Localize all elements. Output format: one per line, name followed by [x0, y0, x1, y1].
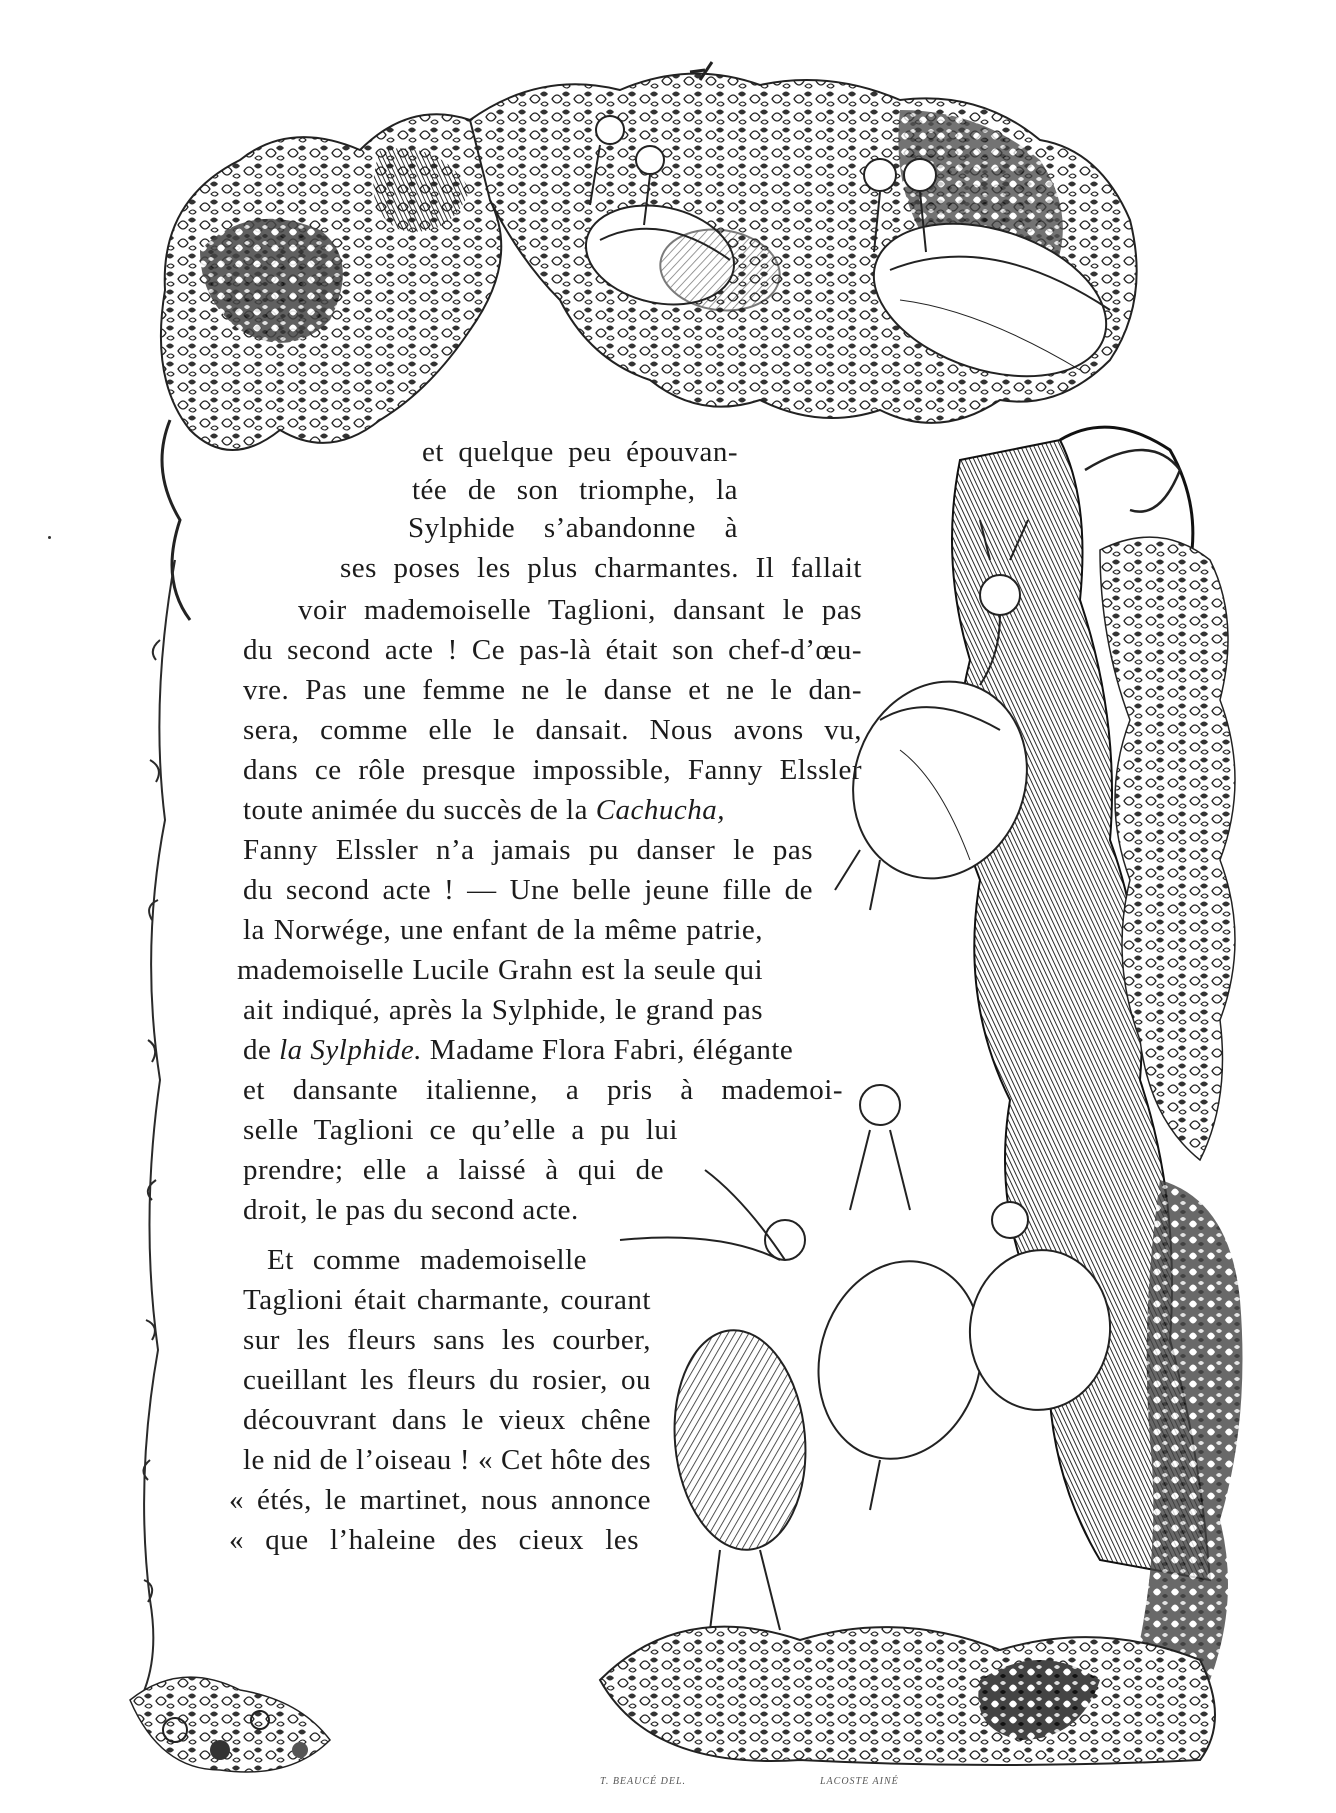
text-line-9: dans ce rôle presque impossible, Fanny Elssler — [243, 754, 862, 786]
text-line-16-start: de — [243, 1034, 280, 1066]
text-line-14: mademoiselle Lucile Grahn est la seule qui — [237, 954, 763, 986]
text-line-13: la Norwége, une enfant de la même patrie, — [243, 914, 763, 946]
bottom-left-flowers — [130, 1677, 330, 1772]
text-line-15: ait indiqué, après la Sylphide, le grand pas — [243, 994, 763, 1026]
text-line-19: prendre; elle a laissé à qui de — [243, 1154, 664, 1186]
text-line-18: selle Taglioni ce qu’elle a pu lui — [243, 1114, 678, 1146]
text-line-3: Sylphide s’abandonne à — [408, 512, 738, 544]
italic-cachucha: Cachucha, — [595, 794, 726, 826]
text-line-2: tée de son triomphe, la — [412, 474, 738, 506]
text-line-20: droit, le pas du second acte. — [243, 1194, 579, 1226]
text-line-12: du second acte ! — Une belle jeune fille de — [243, 874, 813, 906]
text-line-4: ses poses les plus charmantes. Il fallait — [340, 552, 862, 584]
text-line-10 — [243, 792, 826, 828]
text-line-23: sur les fleurs sans les courber, — [243, 1324, 651, 1356]
text-line-26: le nid de l’oiseau ! « Cet hôte des — [243, 1444, 651, 1476]
engraver-signature-left: T. BEAUCÉ DEL. — [600, 1776, 687, 1787]
text-line-24: cueillant les fleurs du rosier, ou — [243, 1364, 651, 1396]
bottom-ground-foliage — [600, 1627, 1215, 1765]
left-hanging-vine — [140, 560, 175, 1700]
text-line-22: Taglioni était charmante, courant — [243, 1284, 651, 1316]
text-line-7: vre. Pas une femme ne le danse et ne le dan- — [243, 674, 862, 706]
text-line-16 — [243, 1032, 843, 1068]
text-line-6: du second acte ! Ce pas-là était son chef-d’œu- — [243, 634, 862, 666]
text-line-8: sera, comme elle le dansait. Nous avons vu, — [243, 714, 862, 746]
text-line-11: Fanny Elssler n’a jamais pu danser le pas — [243, 834, 813, 866]
text-line-16-end: Madame Flora Fabri, élégante — [422, 1034, 794, 1066]
stray-speck — [48, 536, 51, 539]
text-line-10-plain: toute animée du succès de la — [243, 794, 596, 826]
italic-la-sylphide: la Sylphide. — [279, 1034, 423, 1066]
text-line-25: découvrant dans le vieux chêne — [243, 1404, 651, 1436]
text-line-17: et dansante italienne, a pris à mademoi- — [243, 1074, 843, 1106]
text-line-27: « étés, le martinet, nous annonce — [229, 1484, 651, 1516]
text-line-1: et quelque peu épouvan- — [422, 436, 738, 468]
text-line-28: « que l’haleine des cieux les — [229, 1524, 639, 1556]
text-line-21: Et comme mademoiselle — [267, 1244, 587, 1276]
text-line-5: voir mademoiselle Taglioni, dansant le pas — [298, 594, 862, 626]
engraver-signature-right: LACOSTE AINÉ — [820, 1776, 899, 1787]
